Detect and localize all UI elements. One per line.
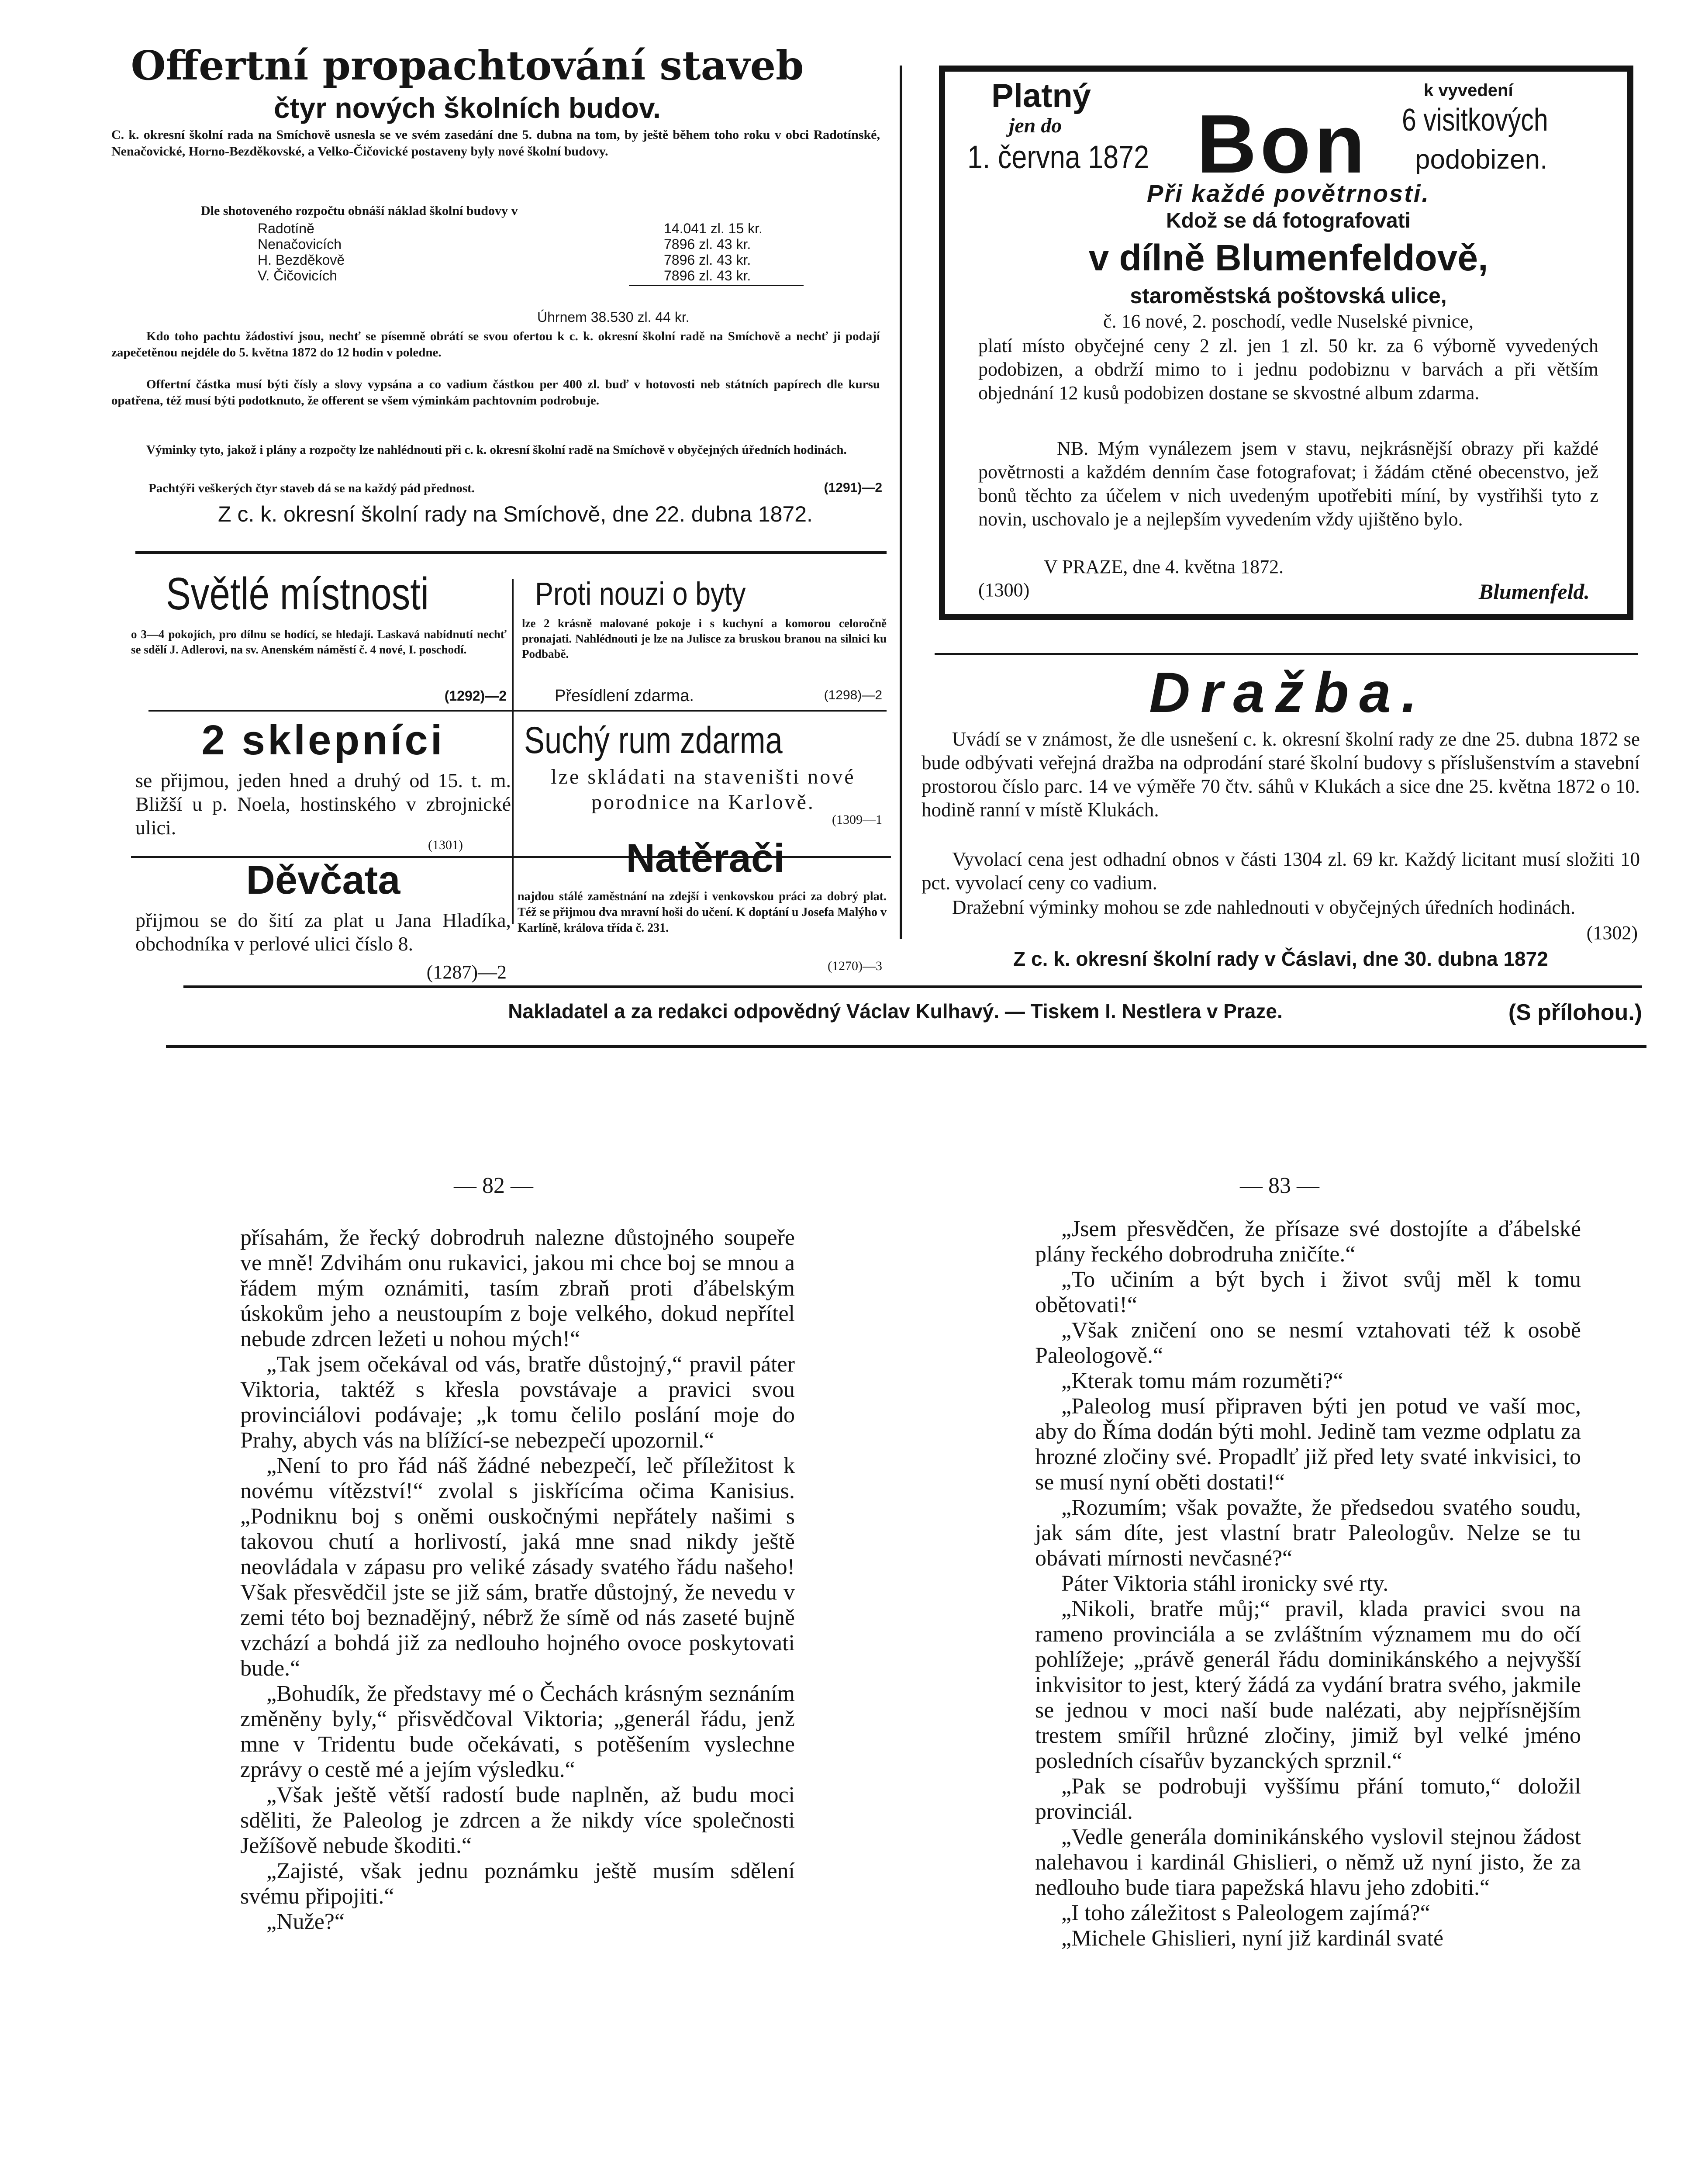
ad-offertni-ref: (1291)—2 bbox=[824, 480, 882, 495]
ad-svetle-title: Světlé místnosti bbox=[166, 569, 429, 619]
ad-offertni-table-intro: Dle shotoveného rozpočtu obnáší náklad školní budovy v bbox=[201, 204, 518, 218]
ad-offertni-p1: Kdo toho pachtu žádostiví jsou, nechť se písemně obrátí se svou ofertou k c. k. okresní školní radě na Smíchově a nechť ji podají zapečetěnou nejdéle do 5. května 1872 do 12 hodin v poledne. bbox=[111, 329, 880, 359]
paragraph: „Pak se podrobuji vyššímu přání tomuto,“ doložil provinciál. bbox=[1035, 1774, 1581, 1824]
ad-bon-k-vyvedeni: k vyvedení bbox=[1424, 81, 1513, 100]
paragraph: „Nuže?“ bbox=[266, 1909, 345, 1934]
ad-bon-dilne: v dílně Blumenfeldově, bbox=[1088, 237, 1488, 278]
table-row bbox=[258, 236, 869, 252]
paragraph: „Rozumím; však považte, že předsedou svatého soudu, jak sám díte, jest vlastní bratr Paleologův. Nelze se tu obávati mírnosti nevčasné?“ bbox=[1035, 1495, 1581, 1571]
ad-nateraci-body: najdou stálé zaměstnání na zdejší i venkovskou práci za dobrý plat. Též se přijmou dva mravní hoši do učení. K doptání u Josefa Malýho v Karlíně, králova třída č. 231. bbox=[518, 890, 887, 935]
ad-bon-ref: (1300) bbox=[978, 579, 1030, 601]
ad-offertni-subtitle: čtyr nových školních budov. bbox=[273, 92, 661, 124]
ad-proti-ref: (1298)—2 bbox=[824, 688, 882, 702]
paragraph: Páter Viktoria stáhl ironicky své rty. bbox=[1061, 1571, 1389, 1596]
ad-drazba-p3: Dražební výminky mohou se zde nahlednouti v obyčejných úředních hodinách. bbox=[952, 896, 1576, 918]
ad-suchy-ref: (1309—1 bbox=[832, 812, 882, 827]
ad-offertni-p2: Offertní částka musí býti čísly a slovy vypsána a co vadium částkou per 400 zl. buď v hotovosti neb státních papírech dle kursu opatřena, též musí býti podotknuto, že offerent se všem výminkám pachtovním podrobuje. bbox=[111, 377, 880, 408]
imprint-text: Nakladatel a za redakci odpovědný Václav Kulhavý. — Tiskem I. Nestlera v Praze. bbox=[508, 1000, 1283, 1023]
divider bbox=[935, 653, 1638, 655]
ad-bon-visitkovych: 6 visitkových bbox=[1402, 103, 1548, 138]
page-right-text bbox=[1035, 1216, 1581, 1951]
ad-drazba-signature: Z c. k. okresní školní rady v Čáslavi, dne 30. dubna 1872 bbox=[1013, 947, 1548, 970]
ad-devcata-body: přijmou se do šití za plat u Jana Hladíka, obchodníka v perlové ulici číslo 8. bbox=[135, 909, 511, 955]
table-cell-amount: 7896 zl. 43 kr. bbox=[664, 236, 751, 252]
ad-offertni-total: Úhrnem 38.530 zl. 44 kr. bbox=[537, 309, 690, 325]
table-row bbox=[258, 268, 869, 283]
ad-suchy-body: lze skládati na staveništi nové porodnice na Karlově. bbox=[551, 765, 856, 814]
paragraph: „Bohudík, že představy mé o Čechách krásným seznáním změněny byly,“ přisvědčoval Viktoria; „generál řádu, jenž mne v Tridentu bude očekávati, s potěšením vyslechne zprávy o cestě mé a jejím výsledku.“ bbox=[240, 1681, 795, 1782]
imprint-rule-bottom bbox=[166, 1045, 1646, 1048]
ad-suchy-title: Suchý rum zdarma bbox=[524, 719, 783, 761]
paragraph: „Nikoli, bratře můj;“ pravil, klada pravici svou na rameno provinciála a se zvláštním významem mu do očí pohlížeje; „právě generál řádu dominikánského a nejvyšší inkvisitor to jest, který žádá za vydání bratra svého, jakmile se jednou v moci naší bude nalézati, aby nejpřísnějším trestem smířil hrůzné zločiny, jimiž byl velké jméno posledních císařův byzanckých sprznil.“ bbox=[1035, 1597, 1581, 1773]
ad-bon-address: č. 16 nové, 2. poschodí, vedle Nuselské pivnice, bbox=[1103, 311, 1474, 332]
table-cell-place: Nenačovicích bbox=[258, 236, 342, 252]
ad-bon-nb: NB. Mým vynálezem jsem v stavu, nejkrásnější obrazy při každé povětrnosti a každém denním čase fotografovat; i žádám ctěné obecenstvo, jež bonů těchto za účelem v nich uvedeným upotřebiti míní, by vystřihši tyto z novin, uschovalo je a nejlepším vyvedením vždy ujištěno bylo. bbox=[978, 438, 1598, 530]
paragraph: „Tak jsem očekával od vás, bratře důstojný,“ pravil páter Viktoria, taktéž s křesla povstávaje a pravici svou provinciálovi podávaje; „k tomu čelilo poslání moje do Prahy, abych vás na blížící-se nebezpečí upozornil.“ bbox=[240, 1352, 795, 1453]
table-cell-place: V. Čičovicích bbox=[258, 268, 337, 283]
ad-drazba-ref: (1302) bbox=[1586, 922, 1638, 943]
ad-bon-pri-kazde: Při každé povětrnosti. bbox=[1147, 180, 1430, 207]
ad-proti-body: lze 2 krásně malované pokoje i s kuchyní a komorou celoročně pronajati. Nahlédnouti je lze na Julisce za bruskou branou na silnici ku Podbabě. bbox=[522, 617, 887, 660]
page-number-left: — 82 — bbox=[454, 1173, 533, 1198]
ad-bon-podobizen: podobizen. bbox=[1415, 145, 1548, 175]
ad-offertni-p4: Pachtýři veškerých čtyr staveb dá se na každý pád přednost. bbox=[148, 481, 475, 495]
ad-svetle-body: o 3—4 pokojích, pro dílnu se hodící, se hledají. Laskavá nabídnutí nechť se sdělí J. Adlerovi, na sv. Anenském náměstí č. 4 nové, I. poschodí. bbox=[131, 628, 507, 656]
table-cell-amount: 7896 zl. 43 kr. bbox=[664, 252, 751, 268]
imprint-supplement: (S přílohou.) bbox=[1508, 1000, 1642, 1025]
divider bbox=[148, 710, 887, 712]
ad-bon-platny: Platný bbox=[991, 77, 1091, 114]
ad-drazba-title: Dražba. bbox=[1149, 660, 1428, 724]
page-left-text bbox=[240, 1225, 795, 1935]
ad-svetle-ref: (1292)—2 bbox=[444, 688, 507, 704]
ad-offertni-table bbox=[258, 221, 869, 283]
ad-sklepnici-ref: (1301) bbox=[428, 838, 463, 852]
ad-proti-title: Proti nouzi o byty bbox=[535, 576, 746, 612]
paragraph: „Jsem přesvědčen, že přísaze své dostojíte a ďábelské plány řeckého dobrodruha zničíte.“ bbox=[1035, 1216, 1581, 1267]
ad-bon-jen-do: jen do bbox=[1009, 114, 1062, 137]
paragraph: „Však ještě větší radostí bude naplněn, až budu moci sděliti, že Paleolog je zdrcen a že nikdy více společnosti Ježíšově nebude škoditi.“ bbox=[240, 1783, 795, 1858]
page-number-right: — 83 — bbox=[1240, 1173, 1319, 1198]
ad-bon-ulice: staroměstská poštovská ulice, bbox=[1130, 283, 1447, 308]
ad-bon-signature: Blumenfeld. bbox=[1478, 579, 1590, 604]
ad-nateraci-ref: (1270)—3 bbox=[828, 959, 882, 973]
ad-bon-place-date: V PRAZE, dne 4. května 1872. bbox=[1044, 556, 1284, 577]
column-rule-left bbox=[900, 66, 902, 939]
column-rule-middle bbox=[512, 579, 514, 924]
paragraph: „Paleolog musí připraven býti jen potud ve vaší moc, aby do Říma dodán býti mohl. Jedině tam vezme odplatu za hrozné zločiny své. Propadlť již před lety svaté inkvisici, to se musí nyní oběti dostati!“ bbox=[1035, 1394, 1581, 1495]
paragraph: „Však zničení ono se nesmí vztahovati též k osobě Paleologově.“ bbox=[1035, 1318, 1581, 1368]
table-row bbox=[258, 252, 869, 268]
ad-sklepnici-title: 2 sklepníci bbox=[201, 717, 445, 764]
paragraph: „Vedle generála dominikánského vyslovil stejnou žádost nalehavou i kardinál Ghislieri, o němž už nyní jisto, že za nedlouho bude tiara papežská hlavu jeho zdobiti.“ bbox=[1035, 1825, 1581, 1900]
ad-nateraci-title: Natěrači bbox=[626, 836, 785, 881]
ad-devcata-title: Děvčata bbox=[246, 858, 400, 902]
ad-offertni-body: C. k. okresní školní rada na Smíchově usnesla se ve svém zasedání dne 5. dubna na tom, by ještě během toho roku v obci Radotínské, Nenačovické, Horno-Bezděkovské, a Velko-Čičovické postaveny byly nové školní budovy. bbox=[111, 128, 880, 159]
divider bbox=[135, 551, 887, 554]
ad-sklepnici-body: se přijmou, jeden hned a druhý od 15. t. m. Bližší u p. Noela, hostinského v zbrojnické ulici. bbox=[135, 769, 511, 839]
paragraph: „I toho záležitost s Paleologem zajímá?“ bbox=[1061, 1901, 1430, 1925]
paragraph: „To učiním a být bych i život svůj měl k tomu obětovati!“ bbox=[1035, 1267, 1581, 1317]
ad-bon-date: 1. června 1872 bbox=[967, 139, 1149, 175]
table-cell-place: Radotíně bbox=[258, 221, 314, 236]
ad-offertni-p3: Výminky tyto, jakož i plány a rozpočty lze nahlédnouti při c. k. okresní školní radě na Smíchově v obyčejných úředních hodinách. bbox=[146, 443, 847, 457]
table-row bbox=[258, 221, 869, 236]
ad-drazba-p2: Vyvolací cena jest odhadní obnos v části 1304 zl. 69 kr. Každý licitant musí složiti 10 pct. vyvolací ceny co vadium. bbox=[922, 848, 1640, 894]
table-cell-place: H. Bezděkově bbox=[258, 252, 345, 268]
ad-proti-footer: Přesídlení zdarma. bbox=[555, 687, 694, 705]
paragraph: přísahám, že řecký dobrodruh nalezne důstojného soupeře ve mně! Zdvihám onu rukavici, jakou mi chce boj se mnou a řádem mým oznámiti, tasím zbraň proti ďábelským úskokům jeho a neustoupím z boje velkého, dokud nepřítel nebude zdrcen ležeti u nohou mých!“ bbox=[240, 1225, 795, 1351]
ad-drazba-body: Uvádí se v známost, že dle usnešení c. k. okresní školní rady ze dne 25. dubna 1872 se bude odbývati veřejná dražba na odprodání staré školní budovy s příslušenstvím a stavební prostorou číslo parc. 14 ve výměře 70 čtv. sáhů v Klukách a sice dne 25. května 1872 o 10. hodině ranní v místě Klukách. bbox=[922, 728, 1640, 821]
table-cell-amount: 14.041 zl. 15 kr. bbox=[664, 221, 763, 236]
table-sum-rule bbox=[629, 285, 804, 286]
paragraph: „Zajisté, však jednu poznámku ještě musím sdělení svému připojiti.“ bbox=[240, 1859, 795, 1909]
imprint-rule-top bbox=[183, 985, 1642, 988]
paragraph: „Kterak tomu mám rozuměti?“ bbox=[1061, 1368, 1343, 1393]
paragraph: „Není to pro řád náš žádné nebezpečí, leč příležitost k novému vítězství!“ zvolal s jiskřícíma očima Kanisius. „Podniknu boj s oněmi ouskočnými nepřátely našimi s takovou chutí a horlivostí, jaká mne snad nikdy ještě neovládala v zápasu pro veliké zásady svatého řádu našeho! Však přesvědčil jste se již sám, bratře důstojný, že nevedu v zemi této boj beznadějný, nébrž že símě od nás zaseté bujně vzchází a bohdá již za nedlouho hojného ovoce poskytovati bude.“ bbox=[240, 1453, 795, 1681]
ad-bon-kdoz: Kdož se dá fotografovati bbox=[1166, 209, 1411, 232]
ad-offertni-title: Offertní propachtování staveb bbox=[131, 42, 804, 89]
paragraph: „Michele Ghislieri, nyní již kardinál svaté bbox=[1061, 1926, 1444, 1951]
table-cell-amount: 7896 zl. 43 kr. bbox=[664, 268, 751, 283]
ad-bon-body: platí místo obyčejné ceny 2 zl. jen 1 zl. 50 kr. za 6 výborně vyvedených podobizen, a obdrží mimo to i jednu podobiznu v barvách a při větším objednání 12 kusů podobizen dostane se skvostné album zdarma. bbox=[978, 335, 1598, 404]
ad-devcata-ref: (1287)—2 bbox=[426, 961, 507, 983]
ad-bon-word: Bon bbox=[1197, 98, 1369, 190]
ad-offertni-signature: Z c. k. okresní školní rady na Smíchově, dne 22. dubna 1872. bbox=[218, 502, 813, 526]
